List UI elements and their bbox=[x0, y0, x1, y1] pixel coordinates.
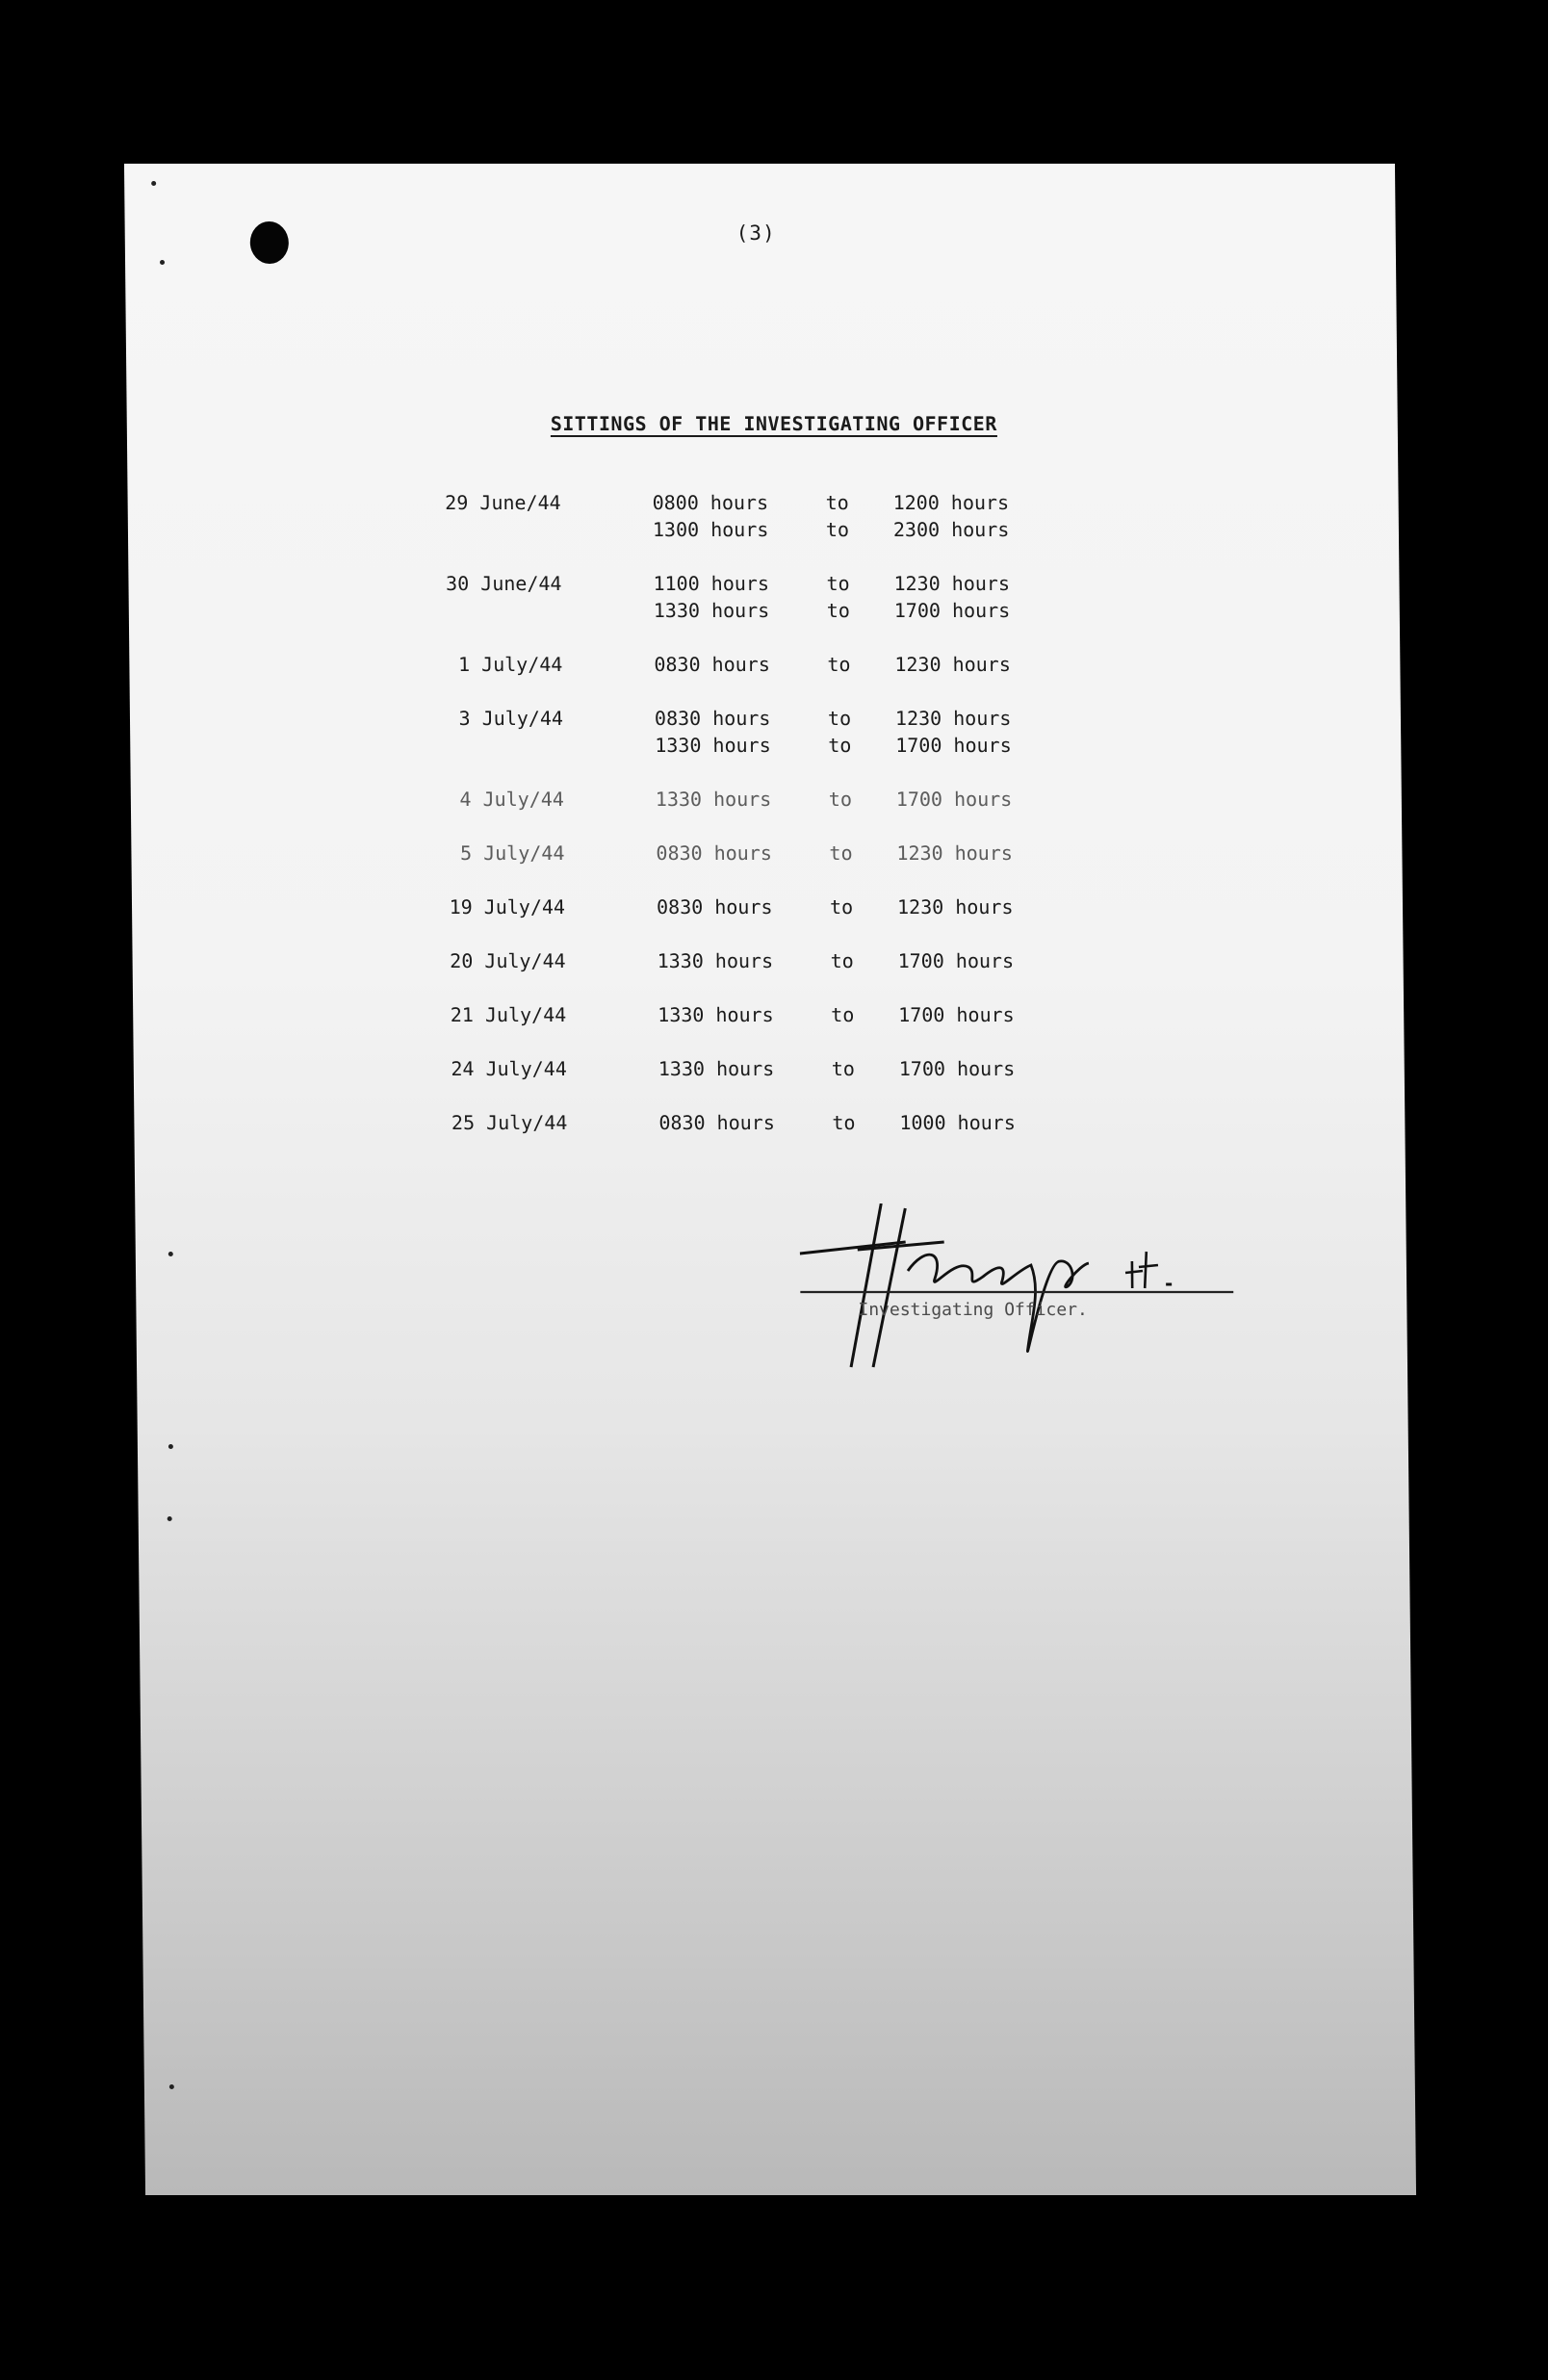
to-word: to bbox=[827, 653, 851, 676]
to-word: to bbox=[831, 1057, 856, 1080]
time-slot bbox=[655, 734, 1189, 761]
paper-speck bbox=[168, 1444, 173, 1449]
sitting-entry bbox=[417, 491, 1188, 545]
time-slot bbox=[656, 841, 1190, 868]
time-slot bbox=[658, 1057, 1193, 1084]
to-word: to bbox=[829, 895, 854, 918]
end-time: 1230 hours bbox=[893, 572, 1011, 595]
end-time: 1230 hours bbox=[896, 841, 1013, 865]
sitting-date: 25 July/44 bbox=[451, 1111, 568, 1134]
sitting-entry bbox=[422, 1003, 1192, 1030]
paper-speck bbox=[160, 260, 165, 265]
end-time: 1700 hours bbox=[895, 734, 1012, 757]
end-time: 1000 hours bbox=[899, 1111, 1016, 1134]
sitting-date: 29 June/44 bbox=[445, 491, 561, 514]
to-word: to bbox=[826, 599, 851, 622]
sitting-date: 24 July/44 bbox=[451, 1057, 567, 1080]
time-slot bbox=[657, 895, 1191, 922]
time-slot bbox=[658, 1111, 1193, 1138]
start-time: 1330 hours bbox=[658, 1003, 774, 1026]
sitting-entry bbox=[420, 788, 1190, 815]
time-slot bbox=[657, 949, 1191, 976]
end-time: 1700 hours bbox=[895, 788, 1013, 811]
sitting-entry bbox=[423, 1111, 1193, 1138]
start-time: 1330 hours bbox=[657, 949, 774, 972]
start-time: 0830 hours bbox=[656, 895, 773, 918]
start-time: 1300 hours bbox=[652, 518, 769, 541]
start-time: 1330 hours bbox=[653, 599, 770, 622]
time-slot bbox=[654, 653, 1188, 680]
time-slot bbox=[654, 599, 1188, 626]
start-time: 0830 hours bbox=[656, 841, 772, 865]
sitting-date: 21 July/44 bbox=[450, 1003, 567, 1026]
sitting-date: 1 July/44 bbox=[457, 653, 563, 676]
end-time: 1700 hours bbox=[893, 599, 1011, 622]
start-time: 1330 hours bbox=[655, 788, 772, 811]
sitting-date: 5 July/44 bbox=[459, 841, 565, 865]
sitting-entry bbox=[421, 895, 1191, 922]
time-slot bbox=[658, 1003, 1192, 1030]
start-time: 1330 hours bbox=[658, 1057, 775, 1080]
end-time: 1700 hours bbox=[897, 949, 1015, 972]
start-time: 0830 hours bbox=[658, 1111, 775, 1134]
to-word: to bbox=[830, 949, 854, 972]
paper-speck bbox=[168, 1252, 173, 1256]
document-title: SITTINGS OF THE INVESTIGATING OFFICER bbox=[550, 412, 997, 435]
to-word: to bbox=[831, 1003, 855, 1026]
sitting-date: 30 June/44 bbox=[445, 572, 562, 595]
sitting-entry bbox=[418, 653, 1188, 680]
start-time: 1330 hours bbox=[655, 734, 771, 757]
time-slot bbox=[653, 572, 1187, 599]
end-time: 1230 hours bbox=[896, 895, 1014, 918]
sitting-entry bbox=[419, 707, 1190, 761]
time-slot bbox=[656, 788, 1190, 815]
document-page bbox=[124, 164, 1416, 2195]
sitting-date: 20 July/44 bbox=[450, 949, 566, 972]
end-time: 1700 hours bbox=[898, 1057, 1016, 1080]
sittings-list bbox=[417, 491, 1194, 1165]
to-word: to bbox=[828, 788, 853, 811]
end-time: 1230 hours bbox=[894, 653, 1011, 676]
start-time: 1100 hours bbox=[653, 572, 770, 595]
paper-speck bbox=[169, 2084, 174, 2089]
start-time: 0830 hours bbox=[654, 653, 770, 676]
end-time: 2300 hours bbox=[892, 518, 1010, 541]
to-word: to bbox=[832, 1111, 856, 1134]
to-word: to bbox=[827, 707, 852, 730]
end-time: 1700 hours bbox=[898, 1003, 1015, 1026]
end-time: 1230 hours bbox=[894, 707, 1012, 730]
to-word: to bbox=[829, 841, 853, 865]
sitting-entry bbox=[421, 949, 1191, 976]
sitting-entry bbox=[420, 841, 1190, 868]
time-slot bbox=[653, 518, 1187, 545]
page-number: (3) bbox=[735, 221, 776, 245]
signature-caption: Investigating Officer. bbox=[858, 1300, 1088, 1320]
sitting-date: 19 July/44 bbox=[449, 895, 566, 918]
to-word: to bbox=[825, 518, 850, 541]
time-slot bbox=[655, 707, 1189, 734]
punch-hole bbox=[250, 221, 289, 264]
sitting-entry bbox=[423, 1057, 1193, 1084]
sitting-date: 4 July/44 bbox=[459, 788, 564, 811]
sitting-entry bbox=[417, 572, 1188, 626]
start-time: 0830 hours bbox=[654, 707, 771, 730]
sitting-date: 3 July/44 bbox=[458, 707, 564, 730]
to-word: to bbox=[826, 572, 850, 595]
start-time: 0800 hours bbox=[652, 491, 769, 514]
signature-block bbox=[799, 1203, 1244, 1386]
end-time: 1200 hours bbox=[892, 491, 1010, 514]
to-word: to bbox=[828, 734, 852, 757]
handwritten-signature bbox=[799, 1203, 1244, 1386]
paper-speck bbox=[168, 1516, 172, 1521]
time-slot bbox=[653, 491, 1187, 518]
paper-speck bbox=[151, 181, 156, 186]
to-word: to bbox=[825, 491, 849, 514]
